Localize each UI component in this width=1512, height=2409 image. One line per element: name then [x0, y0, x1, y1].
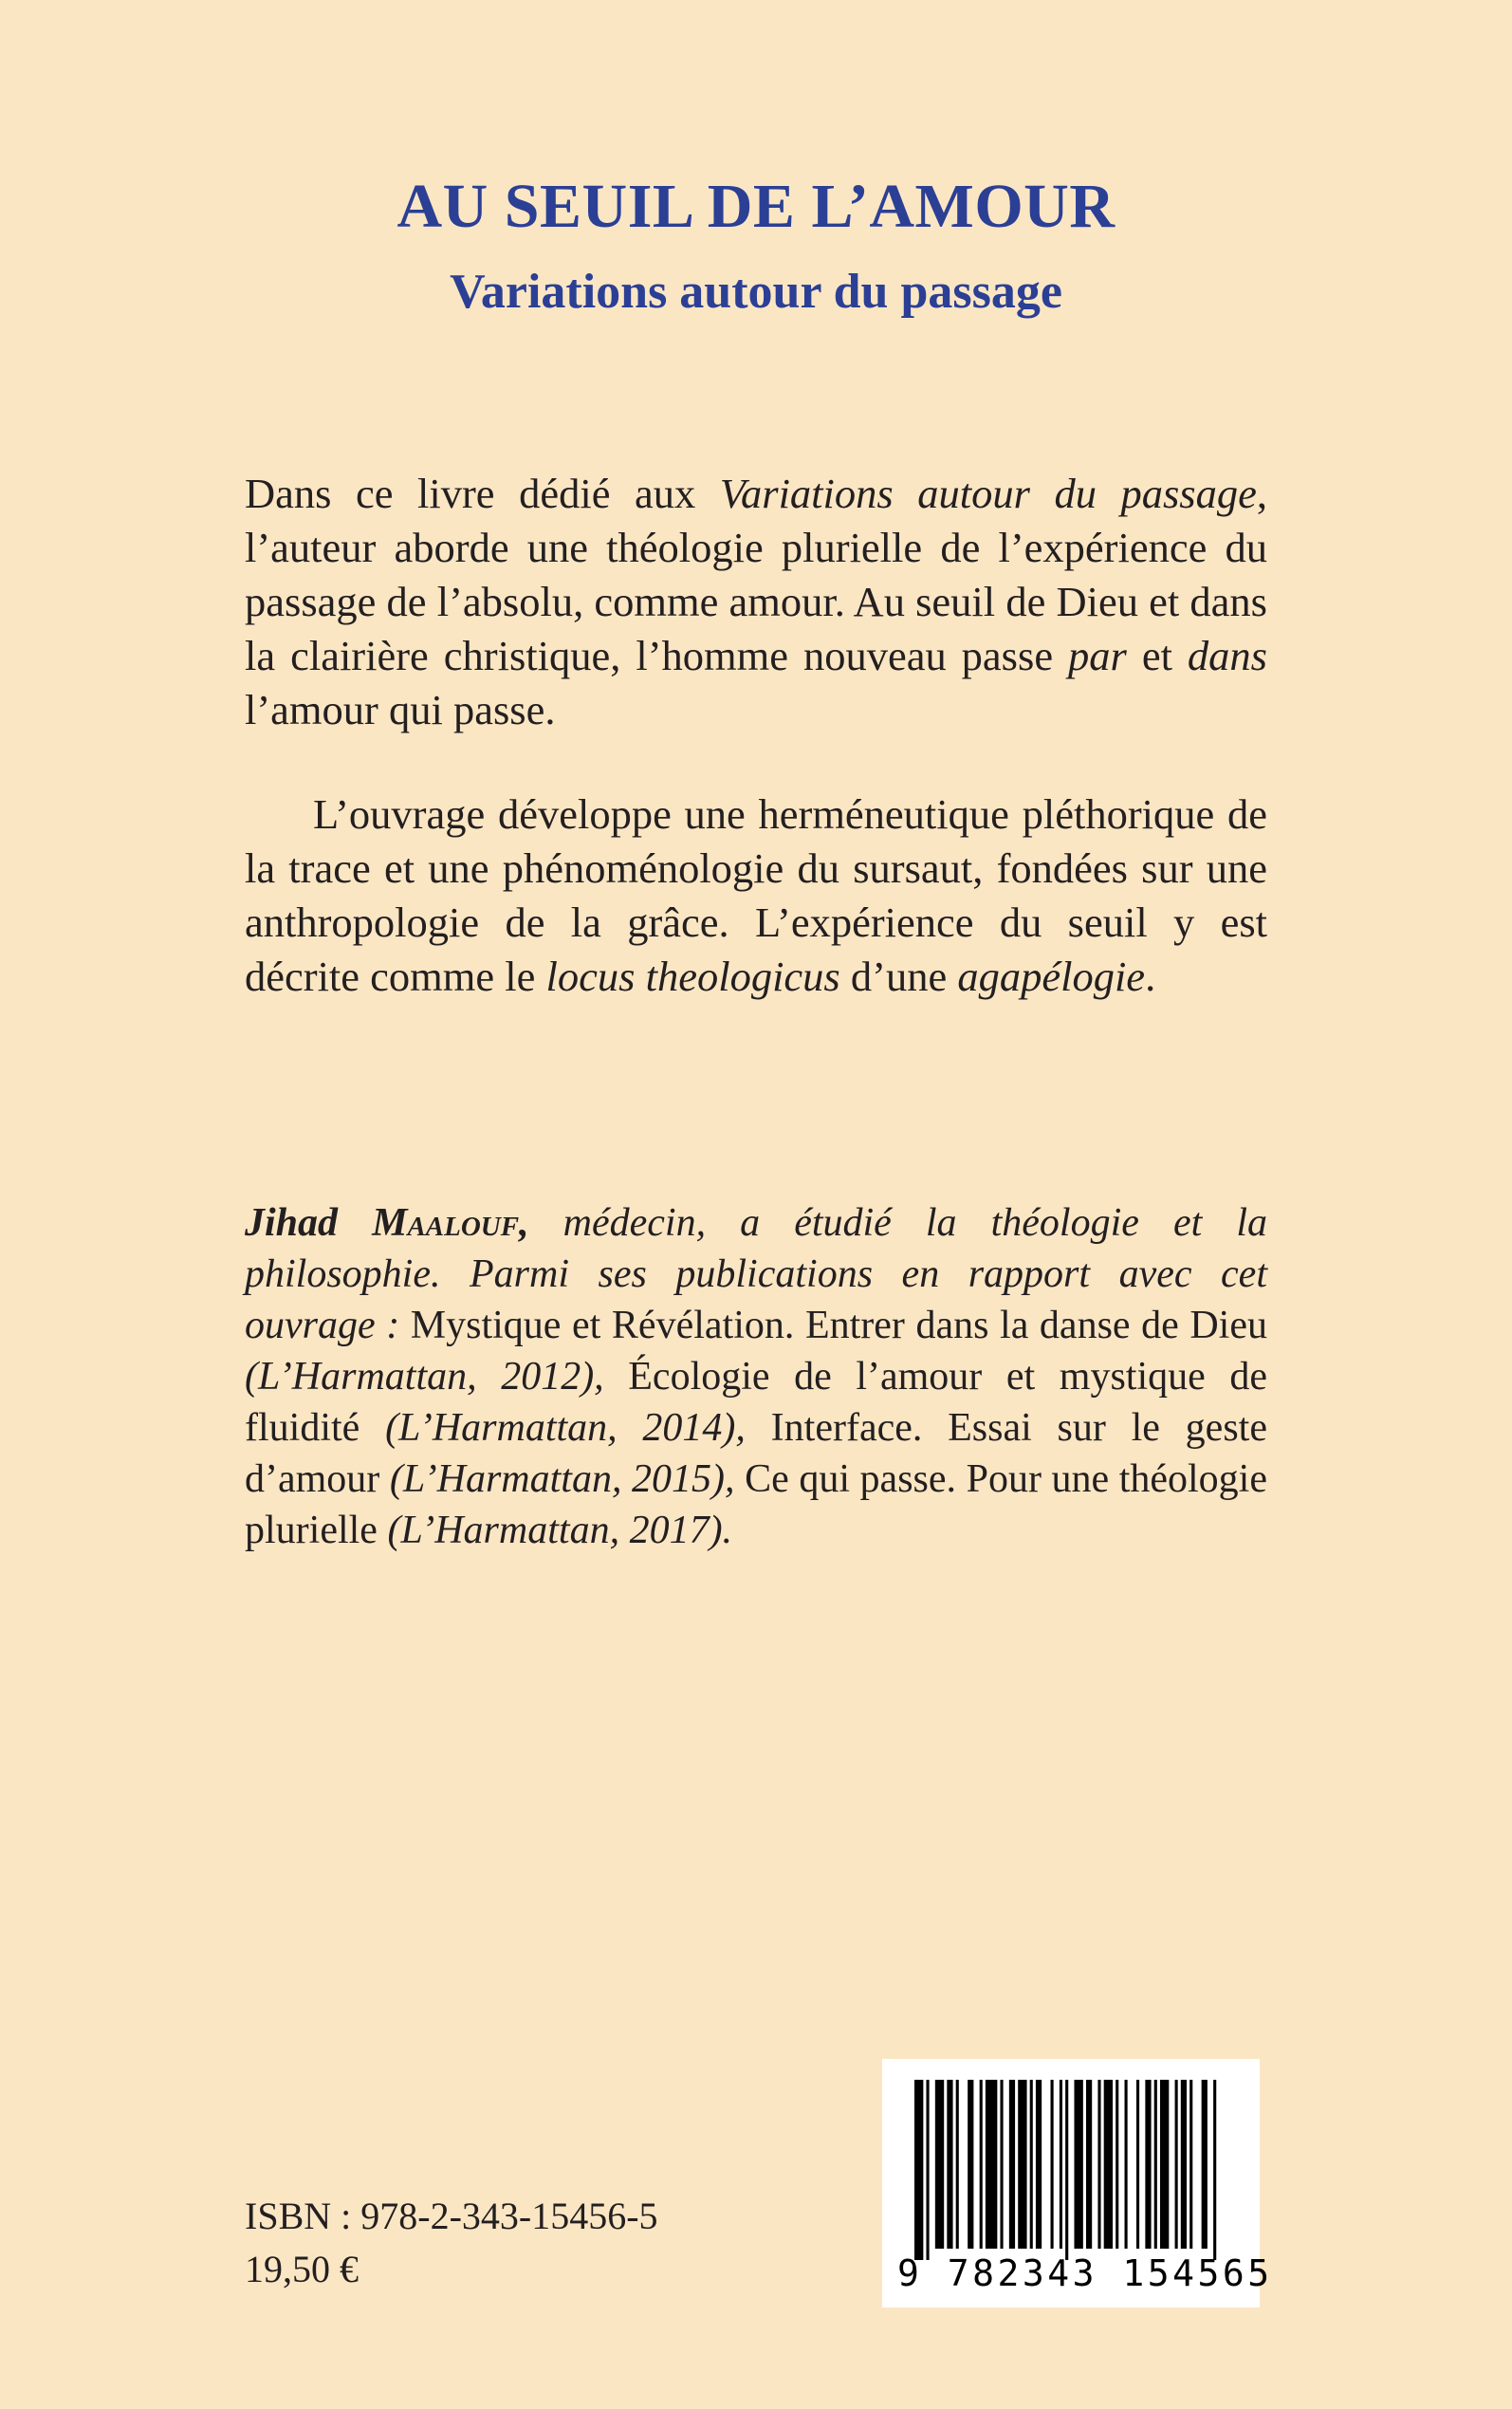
- publication-title: Ce qui passe. Pour une théologie plurielle: [245, 1457, 1267, 1552]
- barcode-bar: [1213, 2080, 1216, 2260]
- barcode-bar: [914, 2080, 923, 2260]
- barcode-bar: [1074, 2080, 1082, 2249]
- blurb-text: et: [1126, 632, 1188, 679]
- blurb-italic: Variations autour du passage: [719, 470, 1257, 517]
- blurb-italic: agapélogie: [957, 953, 1146, 1000]
- barcode-bar: [980, 2080, 983, 2249]
- barcode-bar: [1065, 2080, 1068, 2260]
- barcode-bar: [1104, 2080, 1113, 2249]
- barcode-digits: 9 782343 154565: [897, 2252, 1273, 2294]
- barcode-bar: [1189, 2080, 1192, 2249]
- publication-publisher: (L’Harmattan, 2015),: [389, 1457, 735, 1501]
- barcode-bar: [1051, 2080, 1054, 2249]
- barcode-bar: [1154, 2080, 1157, 2249]
- blurb-italic: par: [1068, 632, 1127, 679]
- barcode-bar: [935, 2080, 944, 2249]
- barcode-bar: [1175, 2080, 1178, 2249]
- blurb-text: , l’auteur aborde une théologie plurielle de l’expérience du passage de l’absolu, comme amour. Au seuil de Dieu et dans la clairière christique, l’homme nouveau passe: [245, 470, 1267, 679]
- blurb-paragraph-2: [245, 788, 1267, 1004]
- blurb-text: .: [1145, 953, 1156, 1000]
- publication-title: Mystique et Révélation. Entrer dans la danse de Dieu: [399, 1304, 1267, 1347]
- publication-publisher: (L’Harmattan, 2014),: [385, 1406, 746, 1450]
- price: 19,50 €: [245, 2248, 359, 2290]
- blurb-text: d’une: [839, 953, 958, 1000]
- author-bio: [245, 1197, 1267, 1556]
- author-first-name: Jihad: [245, 1201, 373, 1245]
- isbn: ISBN : 978-2-343-15456-5: [245, 2195, 658, 2237]
- publication-title: Écologie de l’amour et mystique de fluidité: [245, 1355, 1267, 1450]
- barcode-bar: [1030, 2080, 1033, 2249]
- publication-title: Interface. Essai sur le geste d’amour: [245, 1406, 1267, 1501]
- barcode-bar: [1125, 2080, 1128, 2249]
- barcode: [882, 2059, 1273, 2307]
- barcode-bar: [1202, 2080, 1208, 2249]
- barcode-bar: [1086, 2080, 1092, 2249]
- blurb-italic: dans: [1187, 632, 1267, 679]
- publication-publisher: (L’Harmattan, 2017).: [387, 1509, 733, 1552]
- barcode-bar: [1097, 2080, 1100, 2249]
- barcode-bar: [1160, 2080, 1169, 2249]
- barcode-bar: [1145, 2080, 1151, 2249]
- author-last-name: Maalouf,: [372, 1201, 529, 1245]
- book-title: AU SEUIL DE L’AMOUR: [396, 172, 1116, 241]
- barcode-bar: [947, 2080, 952, 2249]
- barcode-bar: [1000, 2080, 1003, 2249]
- blurb-text: L’ouvrage développe une herméneutique pléthorique de la trace et une phénoménologie du sursaut, fondées sur une anthropologie de la grâce. L’expérience du seuil y est décrite comme le: [245, 790, 1267, 1000]
- barcode-bar: [1136, 2080, 1139, 2249]
- barcode-bar: [986, 2080, 997, 2249]
- blurb-text: Dans ce livre dédié aux: [245, 470, 720, 517]
- barcode-bar: [1181, 2080, 1187, 2249]
- author-intro: médecin, a étudié la théologie et la philosophie. Parmi ses publications en rapport avec cet ouvrage :: [245, 1201, 1267, 1347]
- blurb-text: l’amour qui passe.: [245, 686, 556, 733]
- publication-publisher: (L’Harmattan, 2012),: [245, 1355, 604, 1399]
- barcode-bar: [1009, 2080, 1015, 2249]
- barcode-bar: [968, 2080, 973, 2249]
- barcode-bar: [1116, 2080, 1118, 2249]
- barcode-bar: [956, 2080, 959, 2249]
- blurb-italic: locus theologicus: [545, 953, 840, 1000]
- barcode-bar: [1018, 2080, 1026, 2249]
- book-subtitle: Variations autour du passage: [450, 265, 1062, 319]
- barcode-bar: [1060, 2080, 1062, 2249]
- barcode-bar: [926, 2080, 929, 2260]
- blurb-paragraph-1: [245, 467, 1267, 737]
- barcode-bar: [1036, 2080, 1042, 2249]
